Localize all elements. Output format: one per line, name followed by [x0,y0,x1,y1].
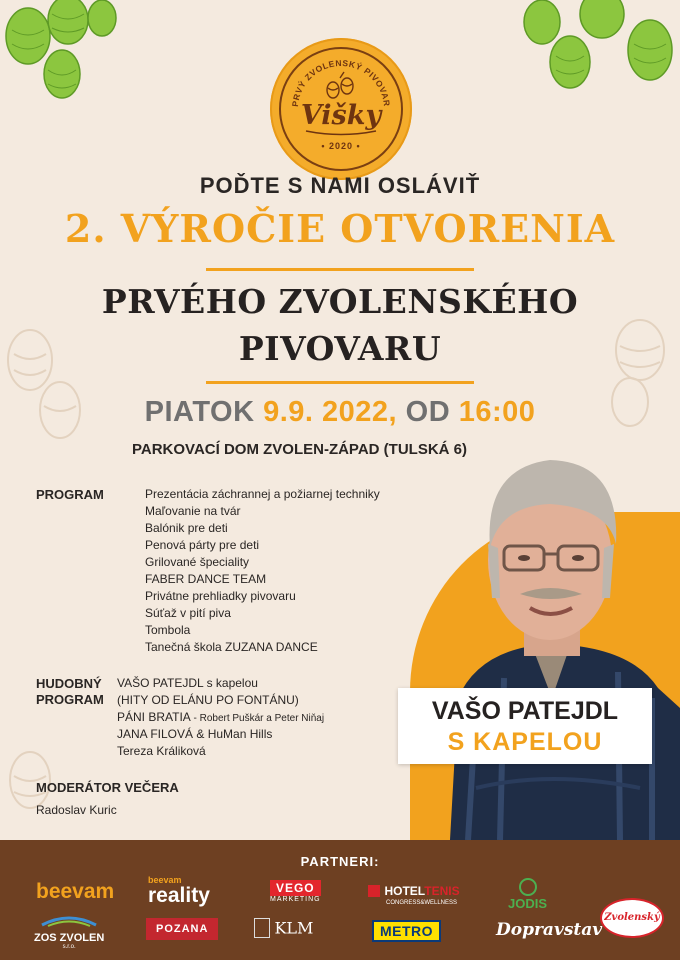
program-label: PROGRAM [36,487,104,502]
music-program-label: HUDOBNÝ PROGRAM [36,676,104,707]
partner-zvolensky-logo: Zvolenský [600,898,664,938]
program-item: Tombola [145,623,191,637]
date-from: OD [405,396,451,428]
date-day: 9.9. 2022, [263,396,398,428]
divider-top [206,268,474,271]
hops-logo-icon [327,72,353,98]
partners-footer [0,840,680,960]
music-item-4: JANA FILOVÁ & HuMan Hills [117,727,273,741]
partner-klm-logo: KLM [254,918,313,938]
program-item: Grilované špeciality [145,555,250,569]
program-item: Privátne prehliadky pivovaru [145,589,296,603]
partner-hotel-tenis-logo: HOTELTENIS CONGRESS&WELLNESS [368,882,460,906]
date-weekday: PIATOK [144,396,255,428]
program-item: Balónik pre deti [145,521,228,535]
event-date [0,396,680,429]
music-item-2: (HITY OD ELÁNU PO FONTÁNU) [117,693,299,707]
headline-brewery-line1: PRVÉHO ZVOLENSKÉHO [101,282,579,321]
zos-waves-icon [40,915,98,927]
headline-brewery-line2: PIVOVARU [238,329,442,368]
partner-jodis-logo: JODIS [508,878,547,911]
music-item-3: PÁNI BRATIA - Robert Puškár a Peter Niňaj [117,710,325,724]
logo-year: • 2020 • [321,141,361,151]
artist-name: VAŠO PATEJDL [431,697,619,725]
partner-pozana-logo: POZANA [146,918,218,940]
music-item-5: Tereza Králiková [117,744,206,758]
program-item: Súťaž v pití piva [145,606,231,620]
partner-metro-logo: METRO [372,920,441,942]
artist-photo [420,448,680,840]
partner-dopravstav-logo: Dopravstav [496,920,603,940]
partner-zos-zvolen-logo: ZOS ZVOLEN s.r.o. [34,914,104,950]
music-item-1: VAŠO PATEJDL s kapelou [117,676,258,690]
artist-name-card [398,688,652,764]
brewery-logo [270,38,412,180]
partner-beevam-reality-logo: beevam reality [148,875,210,907]
program-item: Prezentácia záchrannej a požiarnej techniky [145,487,380,501]
logo-brand: Višky [300,100,382,131]
artist-with-band: S KAPELOU [447,728,603,756]
program-item: Penová párty pre deti [145,538,260,552]
hops-top-right-icon [510,0,680,120]
partner-beevam-logo: beevam [36,880,115,903]
jodis-symbol-icon [519,878,537,896]
program-item: FABER DANCE TEAM [145,572,267,586]
headline-anniversary: 2. VÝROČIE OTVORENIA [64,206,616,251]
event-venue: PARKOVACÍ DOM ZVOLEN-ZÁPAD (TULSKÁ 6) [132,441,467,458]
headline-invite: POĎTE S NAMI OSLÁVIŤ [199,173,481,198]
moderator-name: Radoslav Kuric [36,803,117,817]
date-time: 16:00 [458,396,536,428]
divider-bottom [206,381,474,384]
hops-top-left-icon [0,0,140,110]
partners-title: PARTNERI: [300,854,380,869]
moderator-label: MODERÁTOR VEČERA [36,780,179,795]
program-item: Maľovanie na tvár [145,504,241,518]
program-item: Tanečná škola ZUZANA DANCE [145,640,318,654]
svg-text:PRVÝ ZVOLENSKÝ PIVOVAR: PRVÝ ZVOLENSKÝ PIVOVAR [289,57,393,108]
partner-vego-logo: VEGO MARKETING [270,881,321,903]
klm-building-icon [254,918,270,938]
